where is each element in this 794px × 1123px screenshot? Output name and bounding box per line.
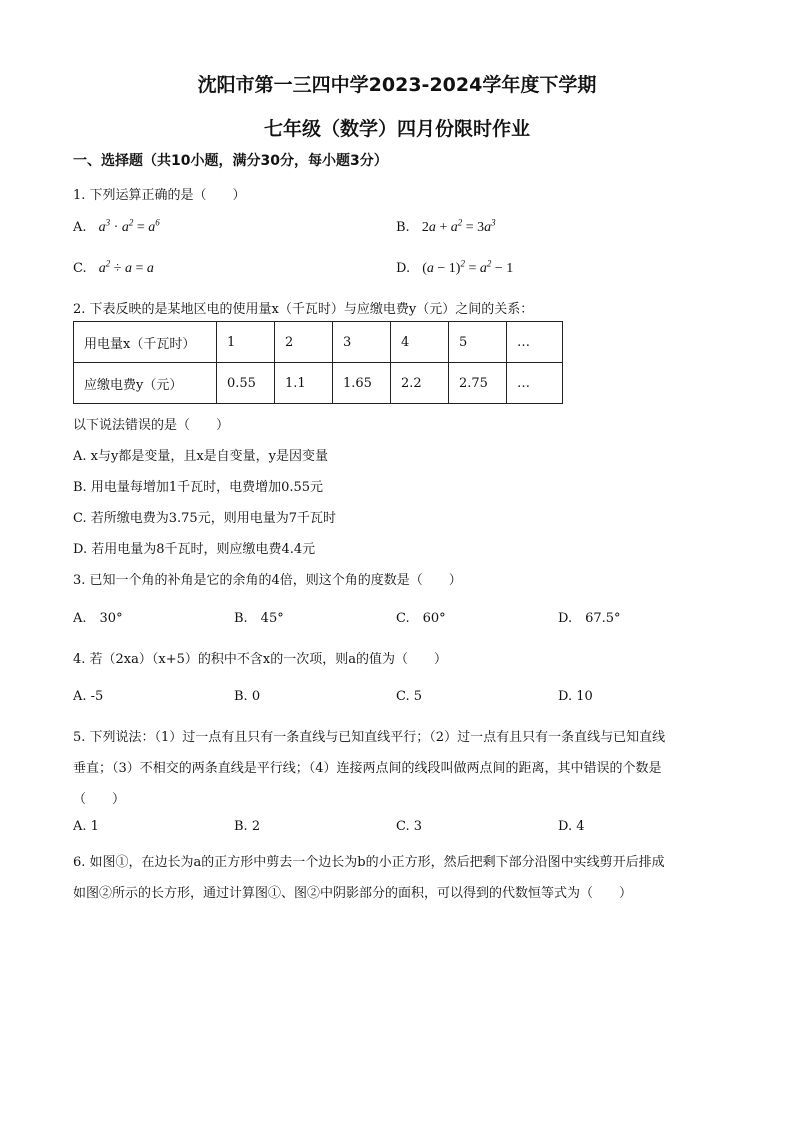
question-4-option-b: B. 0 [234,689,261,704]
table-cell: 3 [333,322,391,363]
question-5-line-2: 垂直；（3）不相交的两条直线是平行线；（4）连接两点间的线段叫做两点间的距离，其中错误的个数是 [73,761,662,776]
page-subtitle: 七年级（数学）四月份限时作业 [263,118,530,140]
question-2-option-c: C. 若所缴电费为3.75元，则用电量为7千瓦时 [73,511,336,526]
table-cell: 应缴电费y（元） [74,363,217,404]
option-b-letter: B. [396,220,410,235]
electricity-table [73,321,563,404]
table-row [74,322,563,363]
table-cell: … [507,322,563,363]
question-5-option-b: B. 2 [234,819,261,834]
table-cell: 0.55 [217,363,275,404]
table-row [74,363,563,404]
question-5-line-1: 5. 下列说法：（1）过一点有且只有一条直线与已知直线平行；（2）过一点有且只有一条直线与已知直线 [73,730,666,745]
question-2-option-a: A. x与y都是变量，且x是自变量，y是因变量 [73,449,329,464]
table-cell: 1.1 [275,363,333,404]
formula-c: $a^2 \div a = a$ [98,258,154,276]
option-d-letter: D. [396,261,411,276]
table-cell: 1 [217,322,275,363]
question-4-option-d: D. 10 [558,689,593,704]
table-cell: 1.65 [333,363,391,404]
table-cell: 5 [449,322,507,363]
table-cell: 4 [391,322,449,363]
question-3-option-b: B. 45° [234,611,284,626]
question-2-stem: 2. 下表反映的是某地区电的使用量x（千瓦时）与应缴电费y（元）之间的关系： [73,302,534,317]
question-3-stem: 3. 已知一个角的补角是它的余角的4倍，则这个角的度数是（ ） [73,573,462,588]
option-a-letter: A. [73,220,87,235]
question-3-option-a: A. 30° [73,611,123,626]
table-cell: 2.2 [391,363,449,404]
formula-a: $a^3 \cdot a^2 = a^6$ [98,217,160,235]
question-1-option-d [396,258,514,277]
question-5-line-3: （ ） [73,792,126,807]
question-1-option-b [396,217,496,236]
formula-d: $(a - 1)^2 = a^2 - 1$ [422,258,514,276]
table-cell: 用电量x（千瓦时） [74,322,217,363]
question-5-option-a: A. 1 [73,819,99,834]
question-3-option-d: D. 67.5° [558,611,621,626]
question-2-prompt: 以下说法错误的是（ ） [73,418,230,433]
option-c-letter: C. [73,261,87,276]
question-4-option-a: A. -5 [73,689,104,704]
question-4-option-c: C. 5 [396,689,423,704]
table-cell: … [507,363,563,404]
question-5-option-d: D. 4 [558,819,585,834]
table-cell: 2.75 [449,363,507,404]
question-1-option-a [73,217,160,236]
question-2-option-d: D. 若用电量为8千瓦时，则应缴电费4.4元 [73,542,316,557]
question-4-stem: 4. 若（2xa）（x+5）的积中不含x的一次项，则a的值为（ ） [73,652,447,667]
question-6-line-1: 6. 如图①，在边长为a的正方形中剪去一个边长为b的小正方形，然后把剩下部分沿图中实线剪开后排成 [73,855,665,870]
question-3-option-c: C. 60° [396,611,446,626]
question-5-option-c: C. 3 [396,819,423,834]
section-heading: 一、选择题（共10小题，满分30分，每小题3分） [73,153,388,169]
question-6-line-2: 如图②所示的长方形，通过计算图①、图②中阴影部分的面积，可以得到的代数恒等式为（ ） [73,886,633,901]
table-cell: 2 [275,322,333,363]
formula-b: $2a + a^2 = 3a^3$ [421,217,496,235]
page-title: 沈阳市第一三四中学2023-2024学年度下学期 [197,74,597,96]
question-1-stem: 1. 下列运算正确的是（ ） [73,188,246,203]
question-1-option-c [73,258,154,277]
question-2-option-b: B. 用电量每增加1千瓦时，电费增加0.55元 [73,480,324,495]
